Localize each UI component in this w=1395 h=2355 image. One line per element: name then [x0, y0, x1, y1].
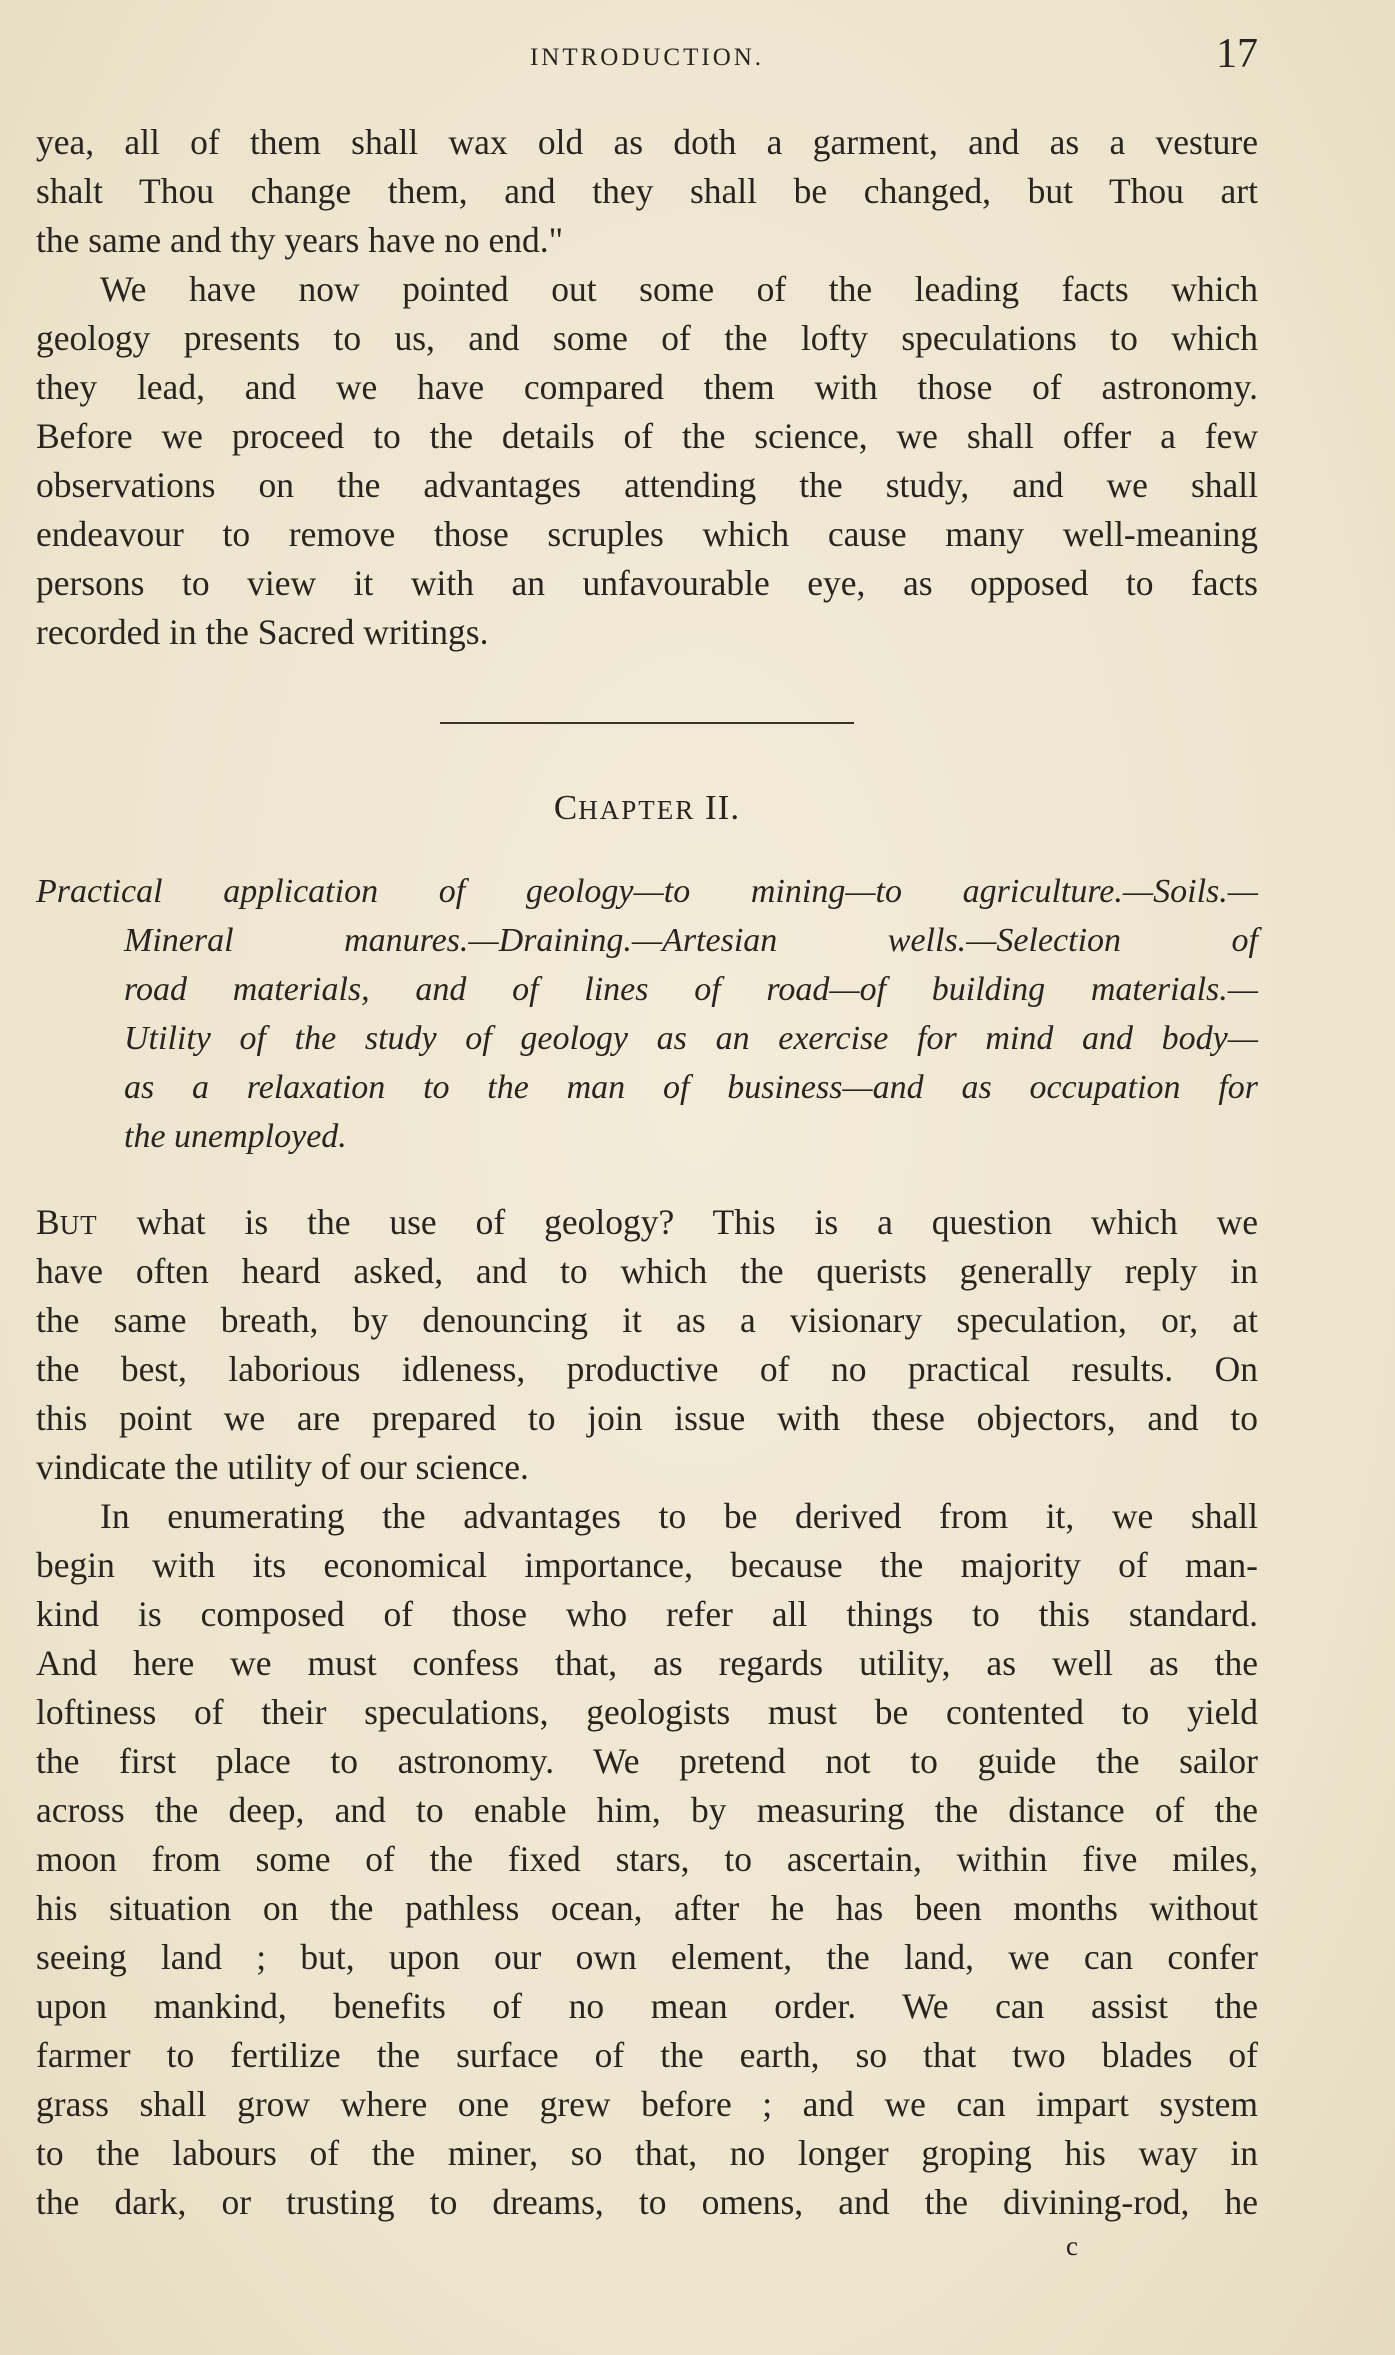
text-line: have often heard asked, and to which the querists generally reply in	[36, 1251, 1258, 1291]
chapter-heading	[36, 788, 1258, 828]
text-line: moon from some of the fixed stars, to ascertain, within five miles,	[36, 1839, 1258, 1879]
text-line: the best, laborious idleness, productive of no practical results. On	[36, 1349, 1258, 1389]
text-line: they lead, and we have compared them with those of astronomy.	[36, 367, 1258, 407]
text-line: yea, all of them shall wax old as doth a garment, and as a vesture	[36, 122, 1258, 162]
text-line: across the deep, and to enable him, by measuring the distance of the	[36, 1790, 1258, 1830]
chapter-initial: C	[553, 788, 579, 827]
text-line: grass shall grow where one grew before ; and we can impart system	[36, 2084, 1258, 2124]
text-line: begin with its economical importance, because the majority of man-	[36, 1545, 1258, 1585]
running-title: INTRODUCTION.	[529, 44, 765, 71]
page-number: 17	[1216, 31, 1258, 77]
text-line: shalt Thou change them, and they shall be changed, but Thou art	[36, 171, 1258, 211]
text-line: geology presents to us, and some of the lofty speculations to which	[36, 318, 1258, 358]
text-line: vindicate the utility of our science.	[36, 1447, 529, 1487]
opening-small-caps: UT	[59, 1210, 98, 1240]
running-head	[36, 30, 1258, 90]
text-line: his situation on the pathless ocean, after he has been months without	[36, 1888, 1258, 1928]
synopsis-line: the unemployed.	[124, 1118, 347, 1155]
opening-line	[36, 1198, 1258, 1247]
chapter-synopsis	[36, 867, 1258, 1161]
text-line: farmer to fertilize the surface of the earth, so that two blades of	[36, 2035, 1258, 2075]
text-line: We have now pointed out some of the leading facts which	[100, 269, 1258, 309]
synopsis-line: as a relaxation to the man of business—and as occupation for	[124, 1069, 1258, 1106]
synopsis-line: road materials, and of lines of road—of building materials.—	[124, 971, 1258, 1008]
text-line: upon mankind, benefits of no mean order. We can assist the	[36, 1986, 1258, 2026]
text-line: the dark, or trusting to dreams, to omens, and the divining-rod, he	[36, 2182, 1258, 2222]
text-line: persons to view it with an unfavourable eye, as opposed to facts	[36, 563, 1258, 603]
opening-line-text: what is the use of geology? This is a question which we	[97, 1202, 1258, 1242]
text-line: observations on the advantages attending the study, and we shall	[36, 465, 1258, 505]
opening-initial: B	[36, 1202, 60, 1242]
text-line: endeavour to remove those scruples which cause many well-meaning	[36, 514, 1258, 554]
text-line: In enumerating the advantages to be derived from it, we shall	[100, 1496, 1258, 1536]
text-line: the same and thy years have no end."	[36, 220, 564, 260]
text-line: the same breath, by denouncing it as a visionary speculation, or, at	[36, 1300, 1258, 1340]
text-line: loftiness of their speculations, geologists must be contented to yield	[36, 1692, 1258, 1732]
text-line: Before we proceed to the details of the science, we shall offer a few	[36, 416, 1258, 456]
intro-closing-paragraphs	[36, 118, 1258, 657]
text-line: kind is composed of those who refer all things to this standard.	[36, 1594, 1258, 1634]
text-line: recorded in the Sacred writings.	[36, 612, 489, 652]
text-line: this point we are prepared to join issue with these objectors, and to	[36, 1398, 1258, 1438]
synopsis-line: Practical application of geology—to mining—to agriculture.—Soils.—	[36, 873, 1258, 910]
text-line: the first place to astronomy. We pretend not to guide the sailor	[36, 1741, 1258, 1781]
synopsis-line: Mineral manures.—Draining.—Artesian wells.—Selection of	[124, 922, 1258, 959]
signature-mark: c	[1066, 2231, 1078, 2261]
chapter-numeral: II.	[705, 788, 741, 827]
chapter-body	[36, 1198, 1258, 2227]
chapter-word: HAPTER	[578, 795, 696, 825]
text-line: seeing land ; but, upon our own element, the land, we can confer	[36, 1937, 1258, 1977]
text-line: And here we must confess that, as regards utility, as well as the	[36, 1643, 1258, 1683]
text-line: to the labours of the miner, so that, no longer groping his way in	[36, 2133, 1258, 2173]
synopsis-line: Utility of the study of geology as an exercise for mind and body—	[124, 1020, 1258, 1057]
section-divider	[440, 722, 854, 724]
